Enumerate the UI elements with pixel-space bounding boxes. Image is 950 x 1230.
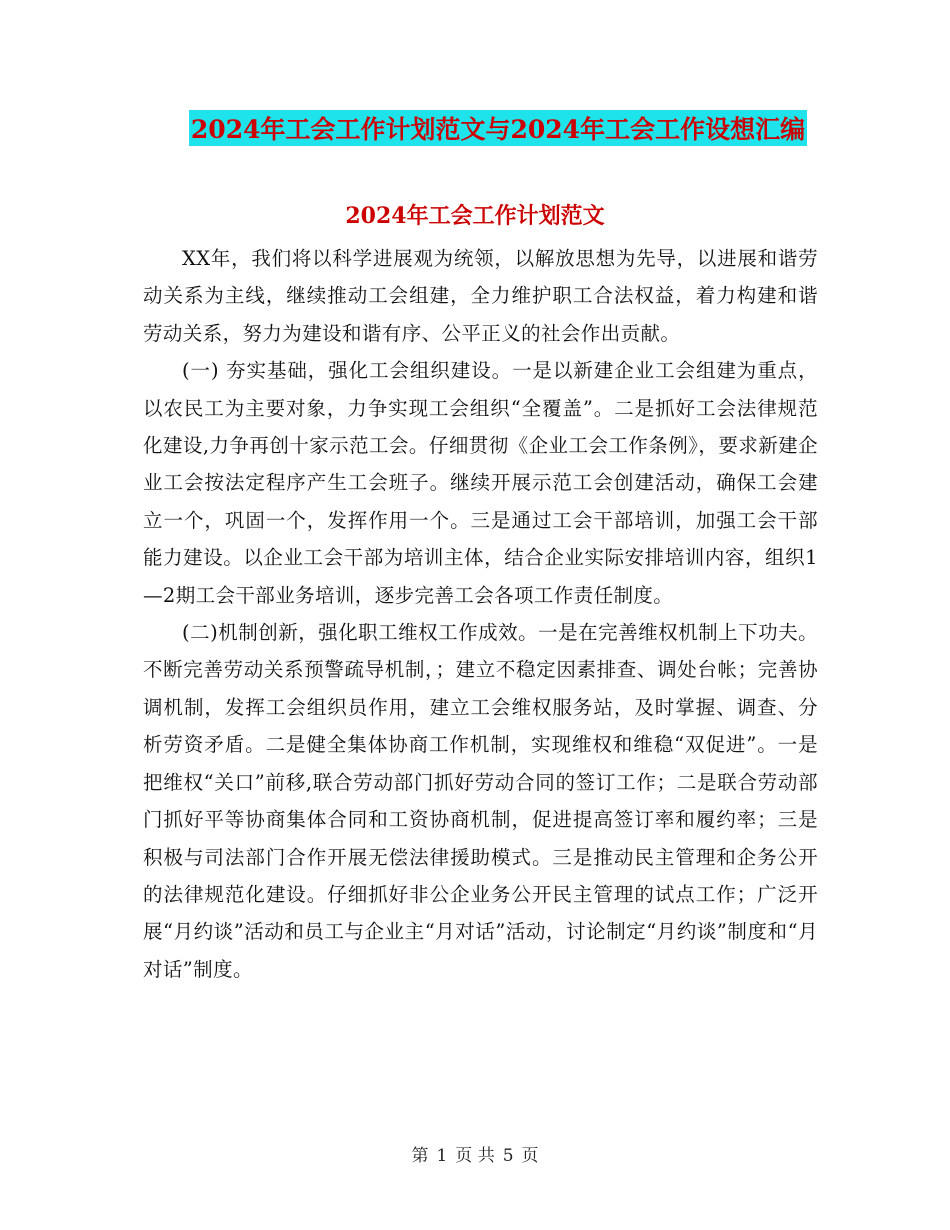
page-footer — [0, 1144, 950, 1168]
footer-prefix: 第 — [411, 1146, 429, 1166]
document-title: 2024年工会工作计划范文与2024年工会工作设想汇编 — [189, 110, 807, 146]
footer-suffix: 页 — [521, 1146, 539, 1166]
paragraph-intro: XX年，我们将以科学进展观为统领，以解放思想为先导，以进展和谐劳动关系为主线，继续推动工会组建，全力维护职工合法权益，着力构建和谐劳动关系，努力为建设和谐有序、公平正义的社会作出贡献。 — [143, 247, 818, 345]
footer-mid: 页 共 — [455, 1146, 495, 1166]
document-title-wrapper — [0, 110, 950, 150]
footer-total-pages: 5 — [502, 1146, 514, 1166]
paragraph-section-1: (一) 夯实基础，强化工会组织建设。一是以新建企业工会组建为重点，以农民工为主要对象，力争实现工会组织“全覆盖”。二是抓好工会法律规范化建设,力争再创十家示范工会。仔细贯彻《企业工会工作条例》，要求新建企业工会按法定程序产生工会班子。继续开展示范工会创建活动，确保工会建立一个，巩固一个，发挥作用一个。三是通过工会干部培训，加强工会干部能力建设。以企业工会干部为培训主体，结合企业实际安排培训内容，组织1—2期工会干部业务培训，逐步完善工会各项工作责任制度。 — [143, 359, 818, 607]
document-body — [143, 240, 818, 988]
footer-current-page: 1 — [436, 1146, 448, 1166]
paragraph-section-2: (二)机制创新，强化职工维权工作成效。一是在完善维权机制上下功夫。不断完善劳动关系预警疏导机制，；建立不稳定因素排查、调处台帐；完善协调机制，发挥工会组织员作用，建立工会维权服务站，及时掌握、调查、分析劳资矛盾。二是健全集体协商工作机制，实现维权和维稳“双促进”。一是把维权“关口”前移,联合劳动部门抓好劳动合同的签订工作；二是联合劳动部门抓好平等协商集体合同和工资协商机制，促进提高签订率和履约率；三是积极与司法部门合作开展无偿法律援助模式。三是推动民主管理和企务公开的法律规范化建设。仔细抓好非公企业务公开民主管理的试点工作；广泛开展“月约谈”活动和员工与企业主“月对话”活动，讨论制定“月约谈”制度和“月对话”制度。 — [143, 621, 818, 981]
section-title: 2024年工会工作计划范文 — [345, 203, 605, 229]
